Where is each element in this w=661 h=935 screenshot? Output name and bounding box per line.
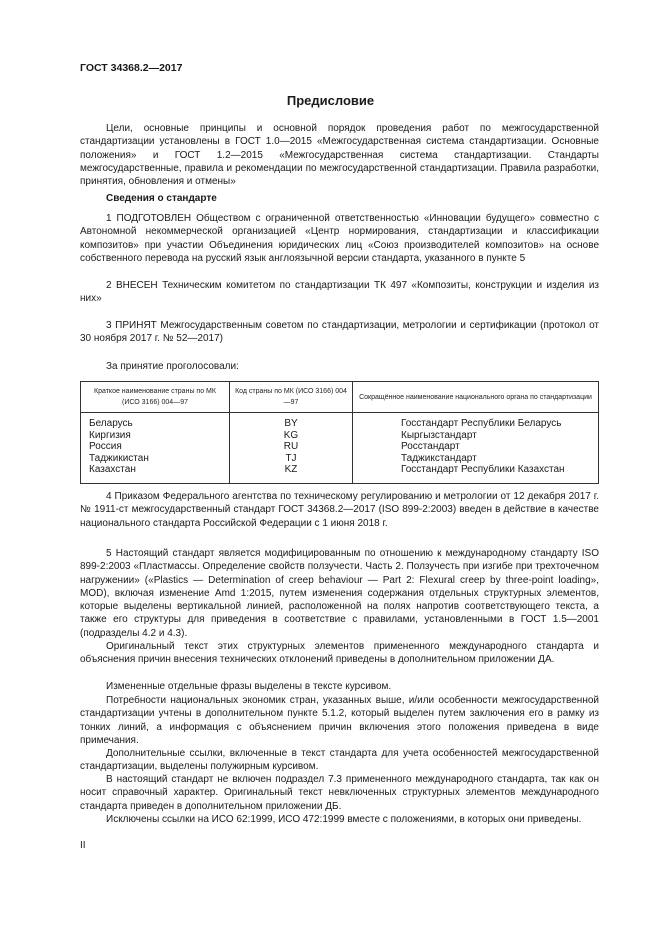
intro-paragraph: Цели, основные принципы и основной порядок проведения работ по межгосударственной стандартизации установлены в ГОСТ 1.0—2015 «Межгосударственная система стандартизации. Основные положения» и ГОСТ 1.2—2015 «Межгосударственная система стандартизации. Стандарты межгосударственные, правила и рекомендации по межгосударственной стандартизации. Правила разработки, принятия, обновления и отмены»: [80, 123, 599, 188]
header-code: Код страны по МК (ИСО 3166) 004—97: [230, 382, 353, 413]
paragraph-5: 5 Настоящий стандарт является модифицированным по отношению к международному стандарту ISO 899-2:2003 «Пластмассы. Определение свойств ползучести. Часть 2. Ползучесть при изгибе при трехточечном нагружении» («Plastics — Determination of creep behaviour — Part 2: Flexural creep by three-point loading», MOD), включая изменение Amd 1:2015, путем изменения содержания отдельных структурных элементов, которые выделены вертикальной линией, расположенной на полях напротив соответствующего текста, а также его структуры для приведения в соответствие с правилами, установленными в ГОСТ 1.5—2001 (подразделы 4.2 и 4.3).: [80, 548, 599, 639]
cell-body: Таджикстандарт: [353, 453, 599, 465]
paragraph-10: В настоящий стандарт не включен подраздел 7.3 примененного международного стандарта, так как он носит справочный характер. Оригинальный текст невключенных структурных элементов международного стандарта приведен в дополнительном приложении ДБ.: [80, 774, 599, 812]
paragraph-1: 1 ПОДГОТОВЛЕН Обществом с ограниченной ответственностью «Инновации будущего» совместно с Автономной некоммерческой организацией «Центр нормирования, стандартизации и классификации композитов» при участии Объединения юридических лиц «Союз производителей композитов» на основе собственного перевода на русский язык англоязычной версии стандарта, указанного в пункте 5: [80, 213, 599, 264]
section-heading: Сведения о стандарте: [106, 193, 217, 204]
table-row: [81, 453, 599, 465]
page-number: II: [80, 840, 86, 851]
cell-country: Таджикистан: [89, 452, 149, 464]
document-header: ГОСТ 34368.2—2017: [80, 62, 183, 74]
cell-code: BY: [230, 413, 353, 430]
cell-code: KZ: [230, 464, 353, 483]
paragraph-6: Оригинальный текст этих структурных элементов примененного международного стандарта и объяснения причин внесения технических отклонений приведены в дополнительном приложении ДА.: [80, 641, 599, 666]
paragraph-2: 2 ВНЕСЕН Техническим комитетом по стандартизации ТК 497 «Композиты, конструкции и изделия из них»: [80, 280, 599, 305]
table-row: [81, 430, 599, 442]
cell-body: Госстандарт Республики Беларусь: [353, 413, 599, 430]
cell-country: Беларусь: [89, 418, 133, 429]
table-row: [81, 441, 599, 453]
cell-country: Казахстан: [89, 464, 136, 475]
paragraph-8: Потребности национальных экономик стран, указанных выше, и/или особенности межгосударственной стандартизации учтены в дополнительном пункте 5.1.2, который выделен путем заключения его в рамку из тонких линий, а информация с объяснением причин включения этого положения приведена в виде примечания.: [80, 695, 599, 746]
cell-code: KG: [230, 430, 353, 442]
cell-country: Россия: [89, 441, 122, 452]
paragraph-3: 3 ПРИНЯТ Межгосударственным советом по стандартизации, метрологии и сертификации (протокол от 30 ноября 2017 г. № 52—2017): [80, 320, 599, 345]
paragraph-4: 4 Приказом Федерального агентства по техническому регулированию и метрологии от 12 декабря 2017 г. № 1911-ст межгосударственный стандарт ГОСТ 34368.2—2017 (ISO 899-2:2003) введен в действие в качестве национального стандарта Российской Федерации с 1 июня 2018 г.: [80, 491, 599, 529]
paragraph-11: Исключены ссылки на ИСО 62:1999, ИСО 472:1999 вместе с положениями, в которых они приведены.: [106, 814, 582, 825]
header-country: Краткое наименование страны по МК (ИСО 3166) 004—97: [81, 382, 230, 413]
paragraph-9: Дополнительные ссылки, включенные в текст стандарта для учета особенностей межгосударственной стандартизации, выделены полужирным курсивом.: [80, 748, 599, 773]
cell-country: Киргизия: [89, 429, 131, 441]
cell-code: TJ: [230, 453, 353, 465]
cell-body: Госстандарт Республики Казахстан: [353, 464, 599, 483]
header-body: Сокращённое наименование национального органа по стандартизации: [353, 382, 599, 413]
table-header-row: [81, 382, 599, 413]
paragraph-7: Измененные отдельные фразы выделены в тексте курсивом.: [106, 681, 392, 692]
table-row: [81, 413, 599, 430]
cell-code: RU: [230, 441, 353, 453]
vote-label: За принятие проголосовали:: [106, 361, 239, 372]
cell-body: Росстандарт: [353, 441, 599, 453]
table-row: [81, 464, 599, 483]
cell-body: Кыргызстандарт: [353, 430, 599, 442]
page-title: Предисловие: [286, 93, 375, 108]
voting-table: [80, 381, 599, 484]
